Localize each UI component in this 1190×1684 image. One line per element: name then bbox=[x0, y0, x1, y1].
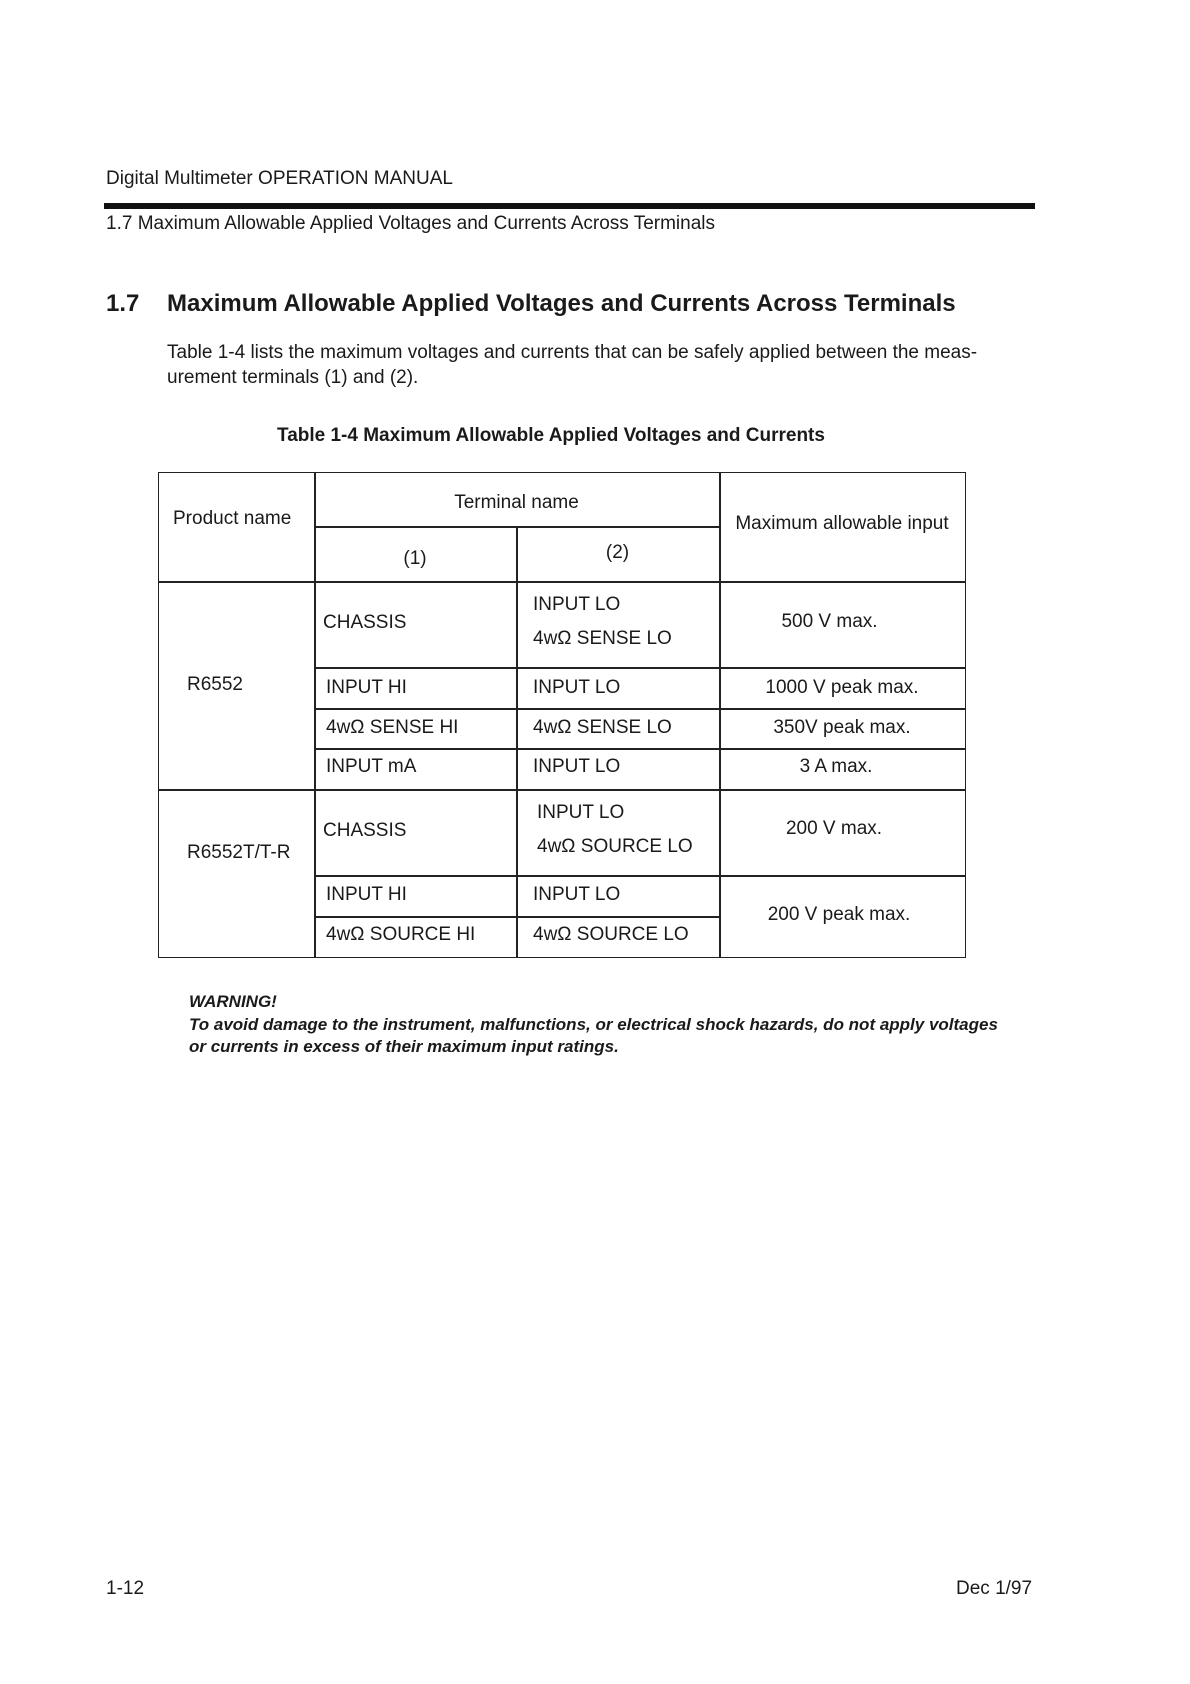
r6552-row3-t2: 4wΩ SENSE LO bbox=[533, 717, 672, 738]
table-vline-max bbox=[719, 473, 721, 957]
r6552t-row1-max: 200 V max. bbox=[785, 818, 883, 839]
warning-line-2: or currents in excess of their maximum input ratings. bbox=[189, 1037, 619, 1056]
table-hline-r6552-1 bbox=[314, 667, 965, 669]
table-vline-terminal-split bbox=[516, 526, 518, 957]
r6552-row4-t1: INPUT mA bbox=[326, 756, 417, 777]
product-r6552: R6552 bbox=[187, 674, 243, 695]
section-title: Maximum Allowable Applied Voltages and Currents Across Terminals bbox=[167, 290, 956, 317]
r6552-row3-max: 350V peak max. bbox=[773, 717, 911, 738]
table-hline-r6552-2 bbox=[314, 708, 965, 710]
r6552t-row1-t2b: 4wΩ SOURCE LO bbox=[537, 836, 693, 857]
table-hline-header-bottom bbox=[159, 581, 965, 583]
intro-paragraph bbox=[167, 340, 1037, 390]
header-terminal-2: (2) bbox=[605, 542, 630, 563]
product-r6552t: R6552T/T-R bbox=[187, 842, 291, 863]
table-hline-r6552-3 bbox=[314, 748, 965, 750]
r6552-row3-t1: 4wΩ SENSE HI bbox=[326, 717, 459, 738]
max-input-table bbox=[158, 472, 966, 958]
running-header-title: Digital Multimeter OPERATION MANUAL bbox=[106, 168, 453, 189]
r6552t-row2-t1: INPUT HI bbox=[326, 884, 407, 905]
warning-text bbox=[189, 1014, 1049, 1058]
r6552-row4-max: 3 A max. bbox=[799, 756, 873, 777]
r6552-row1-t2b: 4wΩ SENSE LO bbox=[533, 628, 672, 649]
warning-heading: WARNING! bbox=[189, 992, 277, 1011]
table-hline-terminal-sub bbox=[314, 526, 719, 528]
header-product-name: Product name bbox=[173, 508, 292, 529]
intro-line-2: urement terminals (1) and (2). bbox=[167, 367, 419, 388]
r6552-row2-t1: INPUT HI bbox=[326, 677, 407, 698]
warning-line-1: To avoid damage to the instrument, malfunctions, or electrical shock hazards, do not apply voltages bbox=[189, 1015, 998, 1034]
r6552-row2-t2: INPUT LO bbox=[533, 677, 621, 698]
r6552-row1-max: 500 V max. bbox=[781, 611, 878, 632]
table-vline-product bbox=[314, 473, 316, 957]
r6552-row4-t2: INPUT LO bbox=[533, 756, 621, 777]
r6552t-row2-t2: INPUT LO bbox=[533, 884, 621, 905]
section-number: 1.7 bbox=[106, 290, 140, 317]
intro-line-1: Table 1-4 lists the maximum voltages and currents that can be safely applied between the meas- bbox=[167, 342, 978, 363]
running-header-subtitle: 1.7 Maximum Allowable Applied Voltages and Currents Across Terminals bbox=[106, 213, 716, 234]
header-terminal-1: (1) bbox=[403, 548, 427, 569]
r6552-row1-t1: CHASSIS bbox=[323, 612, 407, 633]
header-terminal-name: Terminal name bbox=[454, 492, 579, 513]
r6552-row2-max: 1000 V peak max. bbox=[765, 677, 919, 698]
r6552-row1-t2a: INPUT LO bbox=[533, 594, 621, 615]
r6552t-row1-t2a: INPUT LO bbox=[537, 802, 625, 823]
table-hline-r6552t-2 bbox=[314, 916, 719, 918]
table-hline-r6552t-1 bbox=[314, 875, 965, 877]
table-caption: Table 1-4 Maximum Allowable Applied Voltages and Currents bbox=[277, 425, 825, 446]
r6552t-max-merged: 200 V peak max. bbox=[767, 904, 911, 925]
r6552t-row1-t1: CHASSIS bbox=[323, 820, 407, 841]
table-hline-group-divider bbox=[159, 789, 965, 791]
page-number: 1-12 bbox=[106, 1578, 145, 1599]
page-date: Dec 1/97 bbox=[956, 1578, 1033, 1599]
r6552t-row3-t1: 4wΩ SOURCE HI bbox=[326, 924, 476, 945]
r6552t-row3-t2: 4wΩ SOURCE LO bbox=[533, 924, 689, 945]
header-rule bbox=[104, 203, 1035, 209]
header-max-input: Maximum allowable input bbox=[735, 513, 949, 534]
